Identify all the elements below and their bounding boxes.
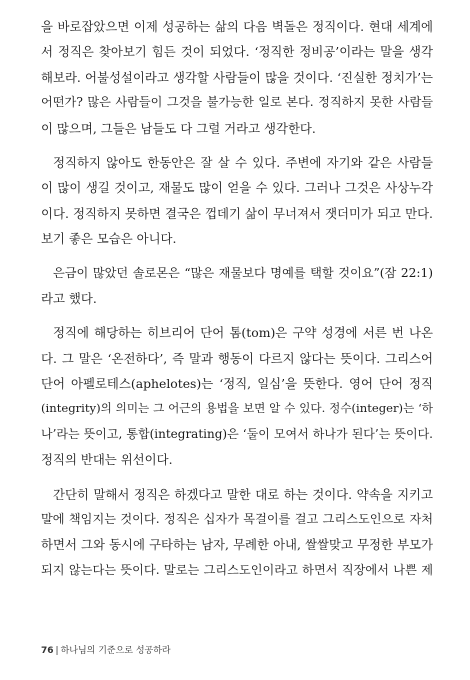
- page-footer: [41, 643, 171, 656]
- text-line: 나’라는 뜻이고, 통합(integrating)은 ‘둘이 모여서 하나가 된다’는 뜻이다.: [41, 426, 433, 441]
- text-line: 을 바로잡았으면 이제 성공하는 삶의 다음 벽돌은 정직이다. 현대 세계에: [41, 19, 433, 34]
- text-line: 서 정직은 찾아보기 힘든 것이 되었다. ‘정직한 정비공’이라는 말을 생각: [41, 44, 433, 60]
- text-line: 정직의 반대는 위선이다.: [41, 452, 173, 468]
- text-line: 이다. 정직하지 못하면 결국은 껍데기 삶이 무너져서 잿더미가 되고 만다.: [41, 205, 433, 221]
- page-body: [41, 14, 433, 592]
- text-line: (integrity)의 의미는 그 어근의 용법을 보면 알 수 있다. 정수(integer)는 ‘하: [41, 401, 433, 416]
- page-number: 76: [41, 646, 54, 656]
- footer-separator: |: [55, 646, 59, 656]
- text-line: 다. 그 말은 ‘온전하다’, 즉 말과 행동이 다르지 않다는 뜻이다. 그리스어: [41, 350, 433, 366]
- text-line: 하면서 그와 동시에 구타하는 남자, 무례한 아내, 쌀쌀맞고 무정한 부모가: [41, 537, 433, 553]
- text-line: 이 많이 생길 것이고, 재물도 많이 얻을 수 있다. 그러나 그것은 사상누각: [41, 180, 433, 196]
- paragraph-5: [41, 482, 433, 584]
- paragraph-4: [41, 320, 433, 472]
- text-line: 정직하지 않아도 한동안은 잘 살 수 있다. 주변에 자기와 같은 사람들: [53, 154, 433, 170]
- running-title: 하나님의 기준으로 성공하라: [60, 646, 171, 656]
- paragraph-3: [41, 261, 433, 312]
- paragraph-1: [41, 14, 433, 141]
- text-line: 이 많으며, 그들은 남들도 다 그럴 거라고 생각한다.: [41, 120, 316, 136]
- text-line: 해보라. 어불성설이라고 생각할 사람들이 많을 것이다. ‘진실한 정치가’는: [41, 69, 433, 85]
- text-line: 간단히 말해서 정직은 하겠다고 말한 대로 하는 것이다. 약속을 지키고: [53, 486, 433, 502]
- text-line: 어떤가? 많은 사람들이 그것을 불가능한 일로 본다. 정직하지 못한 사람들: [41, 95, 433, 110]
- paragraph-2: [41, 150, 433, 252]
- text-line: 말에 책임지는 것이다. 정직은 십자가 목걸이를 걸고 그리스도인으로 자처: [41, 512, 433, 527]
- text-line: 단어 아펠로테스(aphelotes)는 ‘정직, 일심’을 뜻한다. 영어 단어 정직: [41, 376, 433, 392]
- text-line: 정직에 해당하는 히브리어 단어 톰(tom)은 구약 성경에 서른 번 나온: [53, 325, 433, 341]
- text-line: 은금이 많았던 솔로몬은 “많은 재물보다 명예를 택할 것이요”(잠 22:1): [53, 265, 433, 280]
- text-line: 라고 했다.: [41, 290, 97, 306]
- text-line: 보기 좋은 모습은 아니다.: [41, 231, 177, 247]
- text-line: 되지 않는다는 뜻이다. 말로는 그리스도인이라고 하면서 직장에서 나쁜 제: [41, 562, 433, 577]
